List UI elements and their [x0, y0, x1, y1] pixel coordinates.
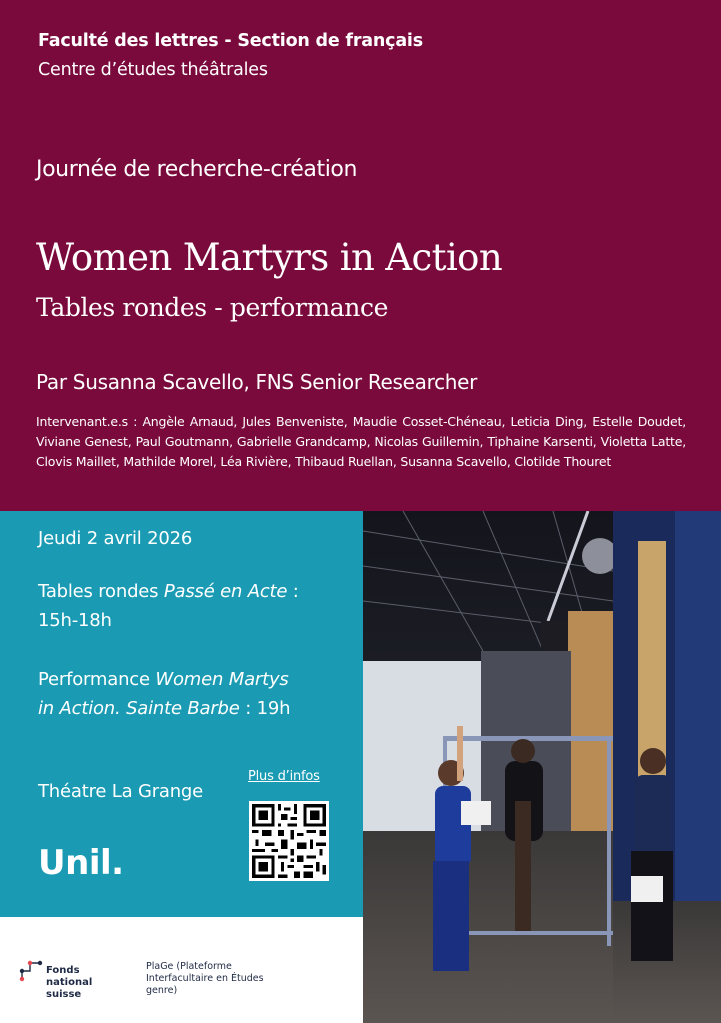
perf-time: : 19h — [239, 698, 291, 719]
tables-time: : 15h-18h — [38, 581, 299, 631]
unil-logo: Unil. — [38, 843, 124, 883]
more-info-link[interactable]: Plus d’infos — [248, 769, 320, 784]
faculty-name: Faculté des lettres - Section de français — [38, 31, 423, 51]
tables-rondes-info — [38, 577, 308, 635]
centre-name: Centre d’études théâtrales — [38, 60, 268, 80]
fns-logo-icon — [18, 955, 46, 983]
tables-title: Passé en Acte — [163, 581, 288, 602]
performance-photo — [363, 511, 721, 1023]
qr-code[interactable] — [249, 801, 329, 881]
event-type: Journée de recherche-création — [36, 157, 358, 182]
header-band — [0, 0, 721, 511]
event-date: Jeudi 2 avril 2026 — [38, 528, 193, 549]
venue: Théatre La Grange — [38, 781, 204, 802]
plage-logo-text: PlaGe (Plateforme Interfacultaire en Études genre) — [146, 961, 264, 996]
perf-title: Women Martys in Action. Sainte Barbe — [38, 669, 289, 719]
performance-info — [38, 665, 308, 723]
perf-prefix: Performance — [38, 669, 156, 690]
speakers-list: Intervenant.e.s : Angèle Arnaud, Jules Benveniste, Maudie Cosset-Chéneau, Leticia Ding, Estelle Doudet, Viviane Genest, Paul Goutmann, Gabrielle Grandcamp, Nicolas Guillemin, Tiphaine Karsenti, Violetta Latte, Clovis Maillet, Mathilde Morel, Léa Rivière, Thibaud Ruellan, Susanna Scavello, Clotilde Thouret — [36, 414, 686, 469]
fns-logo-text: Fonds national suisse — [46, 965, 93, 1000]
event-subtitle: Tables rondes - performance — [36, 293, 388, 322]
tables-prefix: Tables rondes — [38, 581, 164, 602]
details-panel — [0, 511, 363, 917]
event-author: Par Susanna Scavello, FNS Senior Researcher — [36, 370, 478, 394]
footer-logos — [0, 917, 363, 1023]
event-title: Women Martyrs in Action — [36, 236, 503, 279]
